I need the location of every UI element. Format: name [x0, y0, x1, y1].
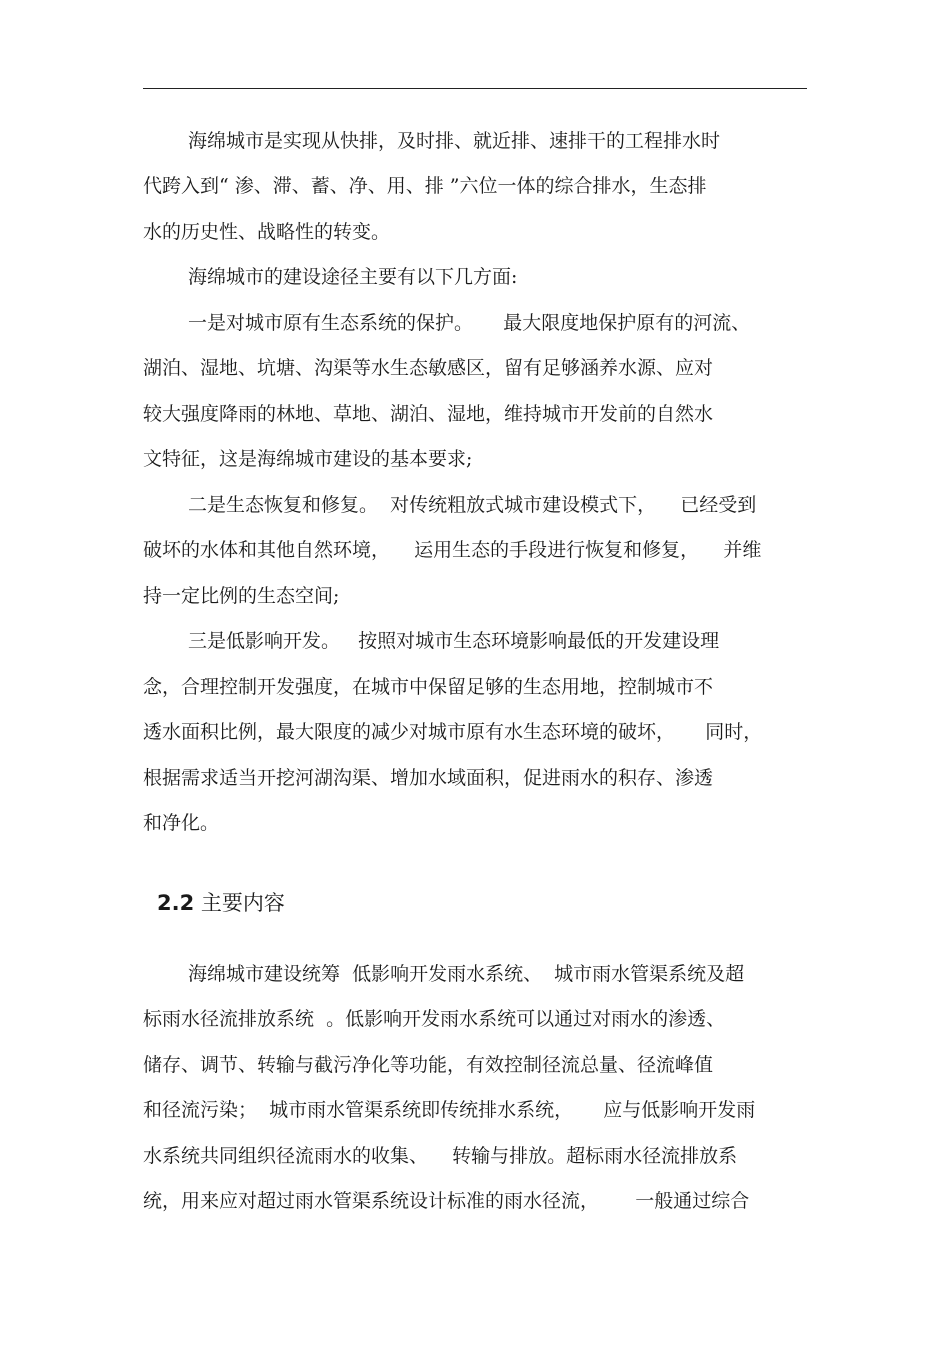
text-line: 持一定比例的生态空间; [143, 585, 340, 607]
text-line: 水的历史性、战略性的转变。 [143, 221, 391, 243]
text-line: 透水面积比例，最大限度的减少对城市原有水生态环境的破坏， 同时， [143, 721, 763, 743]
text-line: 三是低影响开发。 按照对城市生态环境影响最低的开发建设理 [188, 630, 720, 652]
text-line: 破坏的水体和其他自然环境， 运用生态的手段进行恢复和修复， 并维 [143, 539, 762, 561]
text-line: 储存、调节、转输与截污净化等功能，有效控制径流总量、径流峰值 [143, 1054, 714, 1076]
text-line: 海绵城市是实现从快排，及时排、就近排、速排干的工程排水时 [188, 130, 721, 152]
text-line: 湖泊、湿地、坑塘、沟渠等水生态敏感区，留有足够涵养水源、应对 [143, 357, 714, 379]
text-line: 海绵城市的建设途径主要有以下几方面: [188, 266, 518, 288]
section-number: 2.2 [157, 891, 195, 915]
text-line: 较大强度降雨的林地、草地、湖泊、湿地，维持城市开发前的自然水 [143, 403, 714, 425]
text-line: 水系统共同组织径流雨水的收集、 转输与排放。超标雨水径流排放系 [143, 1145, 738, 1167]
text-line: 代跨入到“ 渗、滞、蓄、净、用、排 ”六位一体的综合排水，生态排 [143, 175, 707, 197]
header-rule [143, 88, 807, 89]
text-line: 标雨水径流排放系统 。低影响开发雨水系统可以通过对雨水的渗透、 [143, 1008, 726, 1030]
section-heading [157, 889, 285, 917]
section-title: 主要内容 [200, 891, 285, 915]
text-line: 和径流污染； 城市雨水管渠系统即传统排水系统， 应与低影响开发雨 [143, 1099, 756, 1121]
text-line: 统，用来应对超过雨水管渠系统设计标准的雨水径流， 一般通过综合 [143, 1190, 750, 1212]
text-line: 一是对城市原有生态系统的保护。 最大限度地保护原有的河流、 [188, 312, 751, 334]
text-line: 文特征，这是海绵城市建设的基本要求; [143, 448, 473, 470]
text-line: 根据需求适当开挖河湖沟渠、增加水域面积，促进雨水的积存、渗透 [143, 767, 714, 789]
text-line: 海绵城市建设统筹 低影响开发雨水系统、 城市雨水管渠系统及超 [188, 963, 745, 985]
text-line: 二是生态恢复和修复。 对传统粗放式城市建设模式下， 已经受到 [188, 494, 757, 516]
text-line: 念，合理控制开发强度，在城市中保留足够的生态用地，控制城市不 [143, 676, 714, 698]
text-line: 和净化。 [143, 812, 220, 834]
